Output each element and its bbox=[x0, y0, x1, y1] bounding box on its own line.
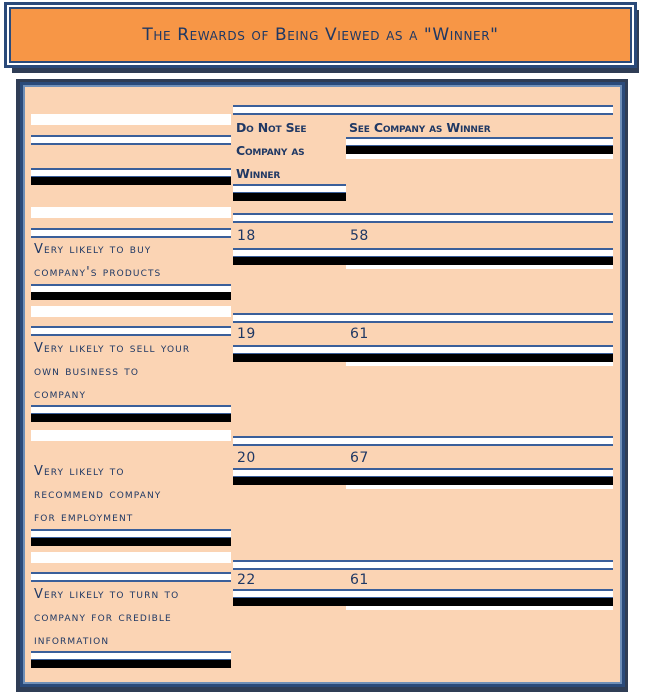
header-label-rule-1 bbox=[31, 135, 231, 145]
row4-label-bar-black bbox=[31, 660, 231, 668]
row1-bottom-rule bbox=[233, 313, 613, 323]
row4-label-line3: information bbox=[34, 633, 110, 648]
row3-label-line2: recommend company bbox=[34, 487, 162, 502]
row1-value-bar-black bbox=[233, 257, 613, 265]
row3-value-bar-white bbox=[346, 485, 613, 489]
row1-value-not-winner: 18 bbox=[237, 228, 256, 244]
row2-label-rule-top bbox=[31, 326, 231, 336]
row4-value-winner: 61 bbox=[350, 572, 369, 588]
row1-label-rule-top bbox=[31, 228, 231, 238]
row4-value-not-winner: 22 bbox=[237, 572, 256, 588]
row1-label-line2: company's products bbox=[34, 265, 162, 280]
header-col1-line3: Winner bbox=[236, 166, 281, 181]
row1-label-line1: Very likely to buy bbox=[34, 242, 152, 257]
header-col1-bar-black bbox=[233, 193, 346, 201]
row2-label-bar-white bbox=[31, 430, 231, 441]
row3-label bbox=[34, 460, 161, 529]
row4-label-rule-top bbox=[31, 572, 231, 582]
header-col1-line2: Company as bbox=[236, 143, 305, 158]
header-label-bar-top bbox=[31, 114, 231, 125]
row1-label-bar-white bbox=[31, 306, 231, 317]
row4-label bbox=[34, 583, 179, 652]
row4-value-bar-black bbox=[233, 598, 613, 606]
title-banner bbox=[4, 2, 637, 68]
header-label-bar-black bbox=[31, 177, 231, 185]
row4-value-bar-white bbox=[346, 606, 613, 610]
row1-label-bar-black bbox=[31, 292, 231, 300]
row3-label-line1: Very likely to bbox=[34, 464, 125, 479]
header-col2-bar-white bbox=[346, 154, 613, 159]
row3-label-bar-white bbox=[31, 552, 231, 563]
row3-value-not-winner: 20 bbox=[237, 450, 256, 466]
row3-label-bar-black bbox=[31, 538, 231, 546]
header-label-bar-bottom bbox=[31, 207, 231, 218]
chart-title: The Rewards of Being Viewed as a "Winner" bbox=[142, 25, 499, 45]
header-col1-line1: Do Not See bbox=[236, 120, 307, 135]
row1-value-bar-white bbox=[346, 265, 613, 269]
header-col2: See Company as Winner bbox=[349, 120, 491, 135]
row4-label-line2: company for credible bbox=[34, 610, 172, 625]
row2-value-bar-white bbox=[346, 362, 613, 366]
row3-label-line3: for employment bbox=[34, 510, 134, 525]
header-bottom-rule bbox=[233, 213, 613, 223]
row1-label bbox=[34, 238, 161, 284]
row3-value-winner: 67 bbox=[350, 450, 369, 466]
row2-value-not-winner: 19 bbox=[237, 326, 256, 342]
row2-value-winner: 61 bbox=[350, 326, 369, 342]
row2-label bbox=[34, 337, 190, 406]
row2-label-bar-black bbox=[31, 414, 231, 422]
header-col2-bar-black bbox=[346, 146, 613, 154]
row3-value-bar-black bbox=[233, 477, 613, 485]
row1-value-winner: 58 bbox=[350, 228, 369, 244]
row2-value-bar-black bbox=[233, 354, 613, 362]
row2-bottom-rule bbox=[233, 436, 613, 446]
header-col1 bbox=[236, 116, 306, 185]
row2-label-line1: Very likely to sell your bbox=[34, 341, 191, 356]
row4-label-line1: Very likely to turn to bbox=[34, 587, 180, 602]
row3-bottom-rule bbox=[233, 560, 613, 570]
row2-label-line2: own business to bbox=[34, 364, 140, 379]
header-top-rule bbox=[233, 105, 613, 115]
row2-label-line3: company bbox=[34, 387, 87, 402]
